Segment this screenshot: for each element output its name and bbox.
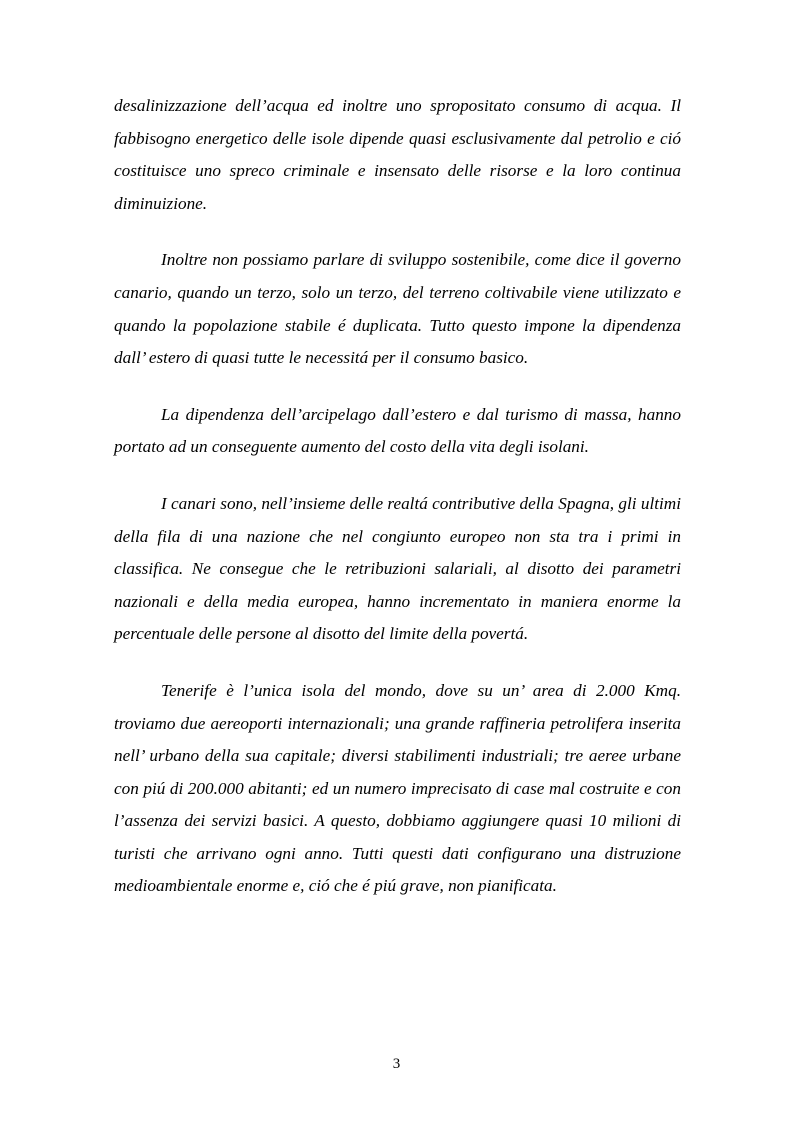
page-number: 3	[392, 1056, 401, 1072]
paragraph-4: I canari sono, nell’insieme delle realtá contributive della Spagna, gli ultimi della fila di una nazione che nel congiunto europeo non sta tra i primi in classifica. Ne consegue che le retribuzioni salariali, al disotto dei parametri nazionali e della media europea, hanno incrementato in maniera enorme la percentuale delle persone al disotto del limite della povertá.	[114, 493, 681, 644]
paragraph-2: Inoltre non possiamo parlare di sviluppo sostenibile, come dice il governo canario, quando un terzo, solo un terzo, del terreno coltivabile viene utilizzato e quando la popolazione stabile é duplicata. Tutto questo impone la dipendenza dall’ estero di quasi tutte le necessitá per il consumo basico.	[114, 250, 681, 368]
paragraph-1: desalinizzazione dell’acqua ed inoltre uno spropositato consumo di acqua. Il fabbisogno energetico delle isole dipende quasi esclusivamente dal petrolio e ció costituisce uno spreco criminale e insensato delle risorse e la loro continua diminuizione.	[114, 96, 681, 213]
paragraph-5: Tenerife è l’unica isola del mondo, dove su un’ area di 2.000 Kmq. troviamo due aereoporti internazionali; una grande raffineria petrolifera inserita nell’ urbano della sua capitale; diversi stabilimenti industriali; tre aeree urbane con piú di 200.000 abitanti; ed un numero imprecisato di case mal costruite e con l’assenza dei servizi basici. A questo, dobbiamo aggiungere quasi 10 milioni di turisti che arrivano ogni anno. Tutti questi dati configurano una distruzione medioambientale enorme e, ció che é piú grave, non pianificata.	[114, 680, 681, 896]
paragraph-3: La dipendenza dell’arcipelago dall’estero e dal turismo di massa, hanno portato ad un conseguente aumento del costo della vita degli isolani.	[114, 404, 681, 457]
body-text	[114, 90, 681, 927]
